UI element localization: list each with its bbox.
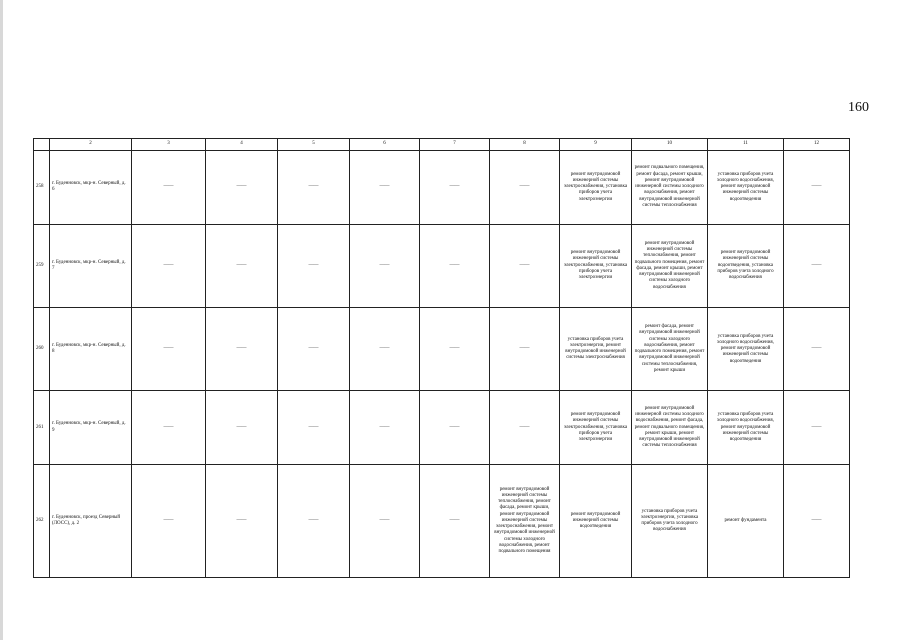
column-number: 6 [350,139,420,151]
dash-cell: —— [420,308,490,391]
dash-cell: —— [350,391,420,465]
table-row [34,308,850,391]
page-number: 160 [848,100,869,115]
dash-cell: —— [350,308,420,391]
dash-cell: —— [278,224,350,307]
table-row [34,465,850,578]
dash-cell: —— [784,308,850,391]
table-row [34,224,850,307]
column-number: 7 [420,139,490,151]
dash-cell: —— [420,465,490,578]
work-cell: установка приборов учета электроэнергии, ремонт внутридомовой инженерной системы электроснабжения [560,308,632,391]
dash-cell: —— [350,224,420,307]
dash-cell: —— [132,224,206,307]
address-cell: г. Буденновск, мкр-н. Северный, д. 8 [50,308,132,391]
dash-cell: —— [350,151,420,225]
table-row [34,391,850,465]
work-cell: установка приборов учета холодного водоснабжения, ремонт внутридомовой инженерной системы водоотведения [708,308,784,391]
work-cell: установка приборов учета холодного водоснабжения, ремонт внутридомовой инженерной системы водоотведения [708,151,784,225]
dash-cell: —— [490,151,560,225]
work-cell: ремонт внутридомовой инженерной системы теплоснабжения, ремонт фасада, ремонт крыши, ремонт внутридомовой инженерной системы электроснабжения, ремонт внутридомовой инженерной системы холодного водоснабжения, ремонт подвального помещения [490,465,560,578]
dash-cell: —— [420,391,490,465]
work-cell: ремонт внутридомовой инженерной системы водоотведения, установка приборов учета холодного водоснабжения [708,224,784,307]
column-number: 10 [632,139,708,151]
work-cell: ремонт подвального помещения, ремонт фасада, ремонт крыши, ремонт внутридомовой инженерной системы холодного водоснабжения, ремонт внутридомовой инженерной системы теплоснабжения [632,151,708,225]
row-number: 262 [34,465,50,578]
dash-cell: —— [350,465,420,578]
column-number-row [34,139,850,151]
dash-cell: —— [206,465,278,578]
dash-cell: —— [420,224,490,307]
address-cell: г. Буденновск, мкр-н. Северный, д. 6 [50,151,132,225]
row-number: 258 [34,151,50,225]
dash-cell: —— [420,151,490,225]
dash-cell: —— [784,391,850,465]
work-cell: ремонт фундамента [708,465,784,578]
dash-cell: —— [132,465,206,578]
row-number: 260 [34,308,50,391]
table-row [34,151,850,225]
row-number: 261 [34,391,50,465]
dash-cell: —— [206,308,278,391]
row-number: 259 [34,224,50,307]
work-cell: ремонт фасада, ремонт внутридомовой инженерной системы холодного водоснабжения, ремонт подвального помещения, ремонт внутридомовой инженерной системы теплоснабжения, ремонт крыши [632,308,708,391]
address-cell: г. Буденновск, мкр-н. Северный, д. 7 [50,224,132,307]
repair-schedule-table [33,138,850,578]
column-number: 2 [50,139,132,151]
column-number: 12 [784,139,850,151]
dash-cell: —— [784,465,850,578]
work-cell: установка приборов учета холодного водоснабжения, ремонт внутридомовой инженерной системы водоотведения [708,391,784,465]
address-cell: г. Буденновск, мкр-н. Северный, д. 9 [50,391,132,465]
dash-cell: —— [132,151,206,225]
column-number: 8 [490,139,560,151]
dash-cell: —— [278,465,350,578]
dash-cell: —— [132,391,206,465]
dash-cell: —— [206,151,278,225]
column-number: 9 [560,139,632,151]
work-cell: ремонт внутридомовой инженерной системы холодного водоснабжения, ремонт фасада, ремонт подвального помещения, ремонт крыши, ремонт внутридомовой инженерной системы теплоснабжения [632,391,708,465]
dash-cell: —— [490,308,560,391]
work-cell: установка приборов учета электроэнергии, установка приборов учета холодного водоснабжения [632,465,708,578]
work-cell: ремонт внутридомовой инженерной системы водоотведения [560,465,632,578]
scan-edge [0,0,3,640]
dash-cell: —— [206,391,278,465]
column-number: 11 [708,139,784,151]
dash-cell: —— [784,224,850,307]
column-number: 4 [206,139,278,151]
work-cell: ремонт внутридомовой инженерной системы электроснабжения, установка приборов учета электроэнергии [560,151,632,225]
dash-cell: —— [278,151,350,225]
dash-cell: —— [278,308,350,391]
column-number [34,139,50,151]
column-number: 3 [132,139,206,151]
work-cell: ремонт внутридомовой инженерной системы электроснабжения, установка приборов учета электроэнергии [560,224,632,307]
work-cell: ремонт внутридомовой инженерной системы теплоснабжения, ремонт подвального помещения, ремонт фасада, ремонт крыши, ремонт внутридомовой инженерной системы холодного водоснабжения [632,224,708,307]
dash-cell: —— [132,308,206,391]
dash-cell: —— [278,391,350,465]
dash-cell: —— [490,224,560,307]
address-cell: г. Буденновск, проезд Северный (ЛОСС), д. 2 [50,465,132,578]
dash-cell: —— [784,151,850,225]
work-cell: ремонт внутридомовой инженерной системы электроснабжения, установка приборов учета электроэнергии [560,391,632,465]
dash-cell: —— [206,224,278,307]
dash-cell: —— [490,391,560,465]
column-number: 5 [278,139,350,151]
